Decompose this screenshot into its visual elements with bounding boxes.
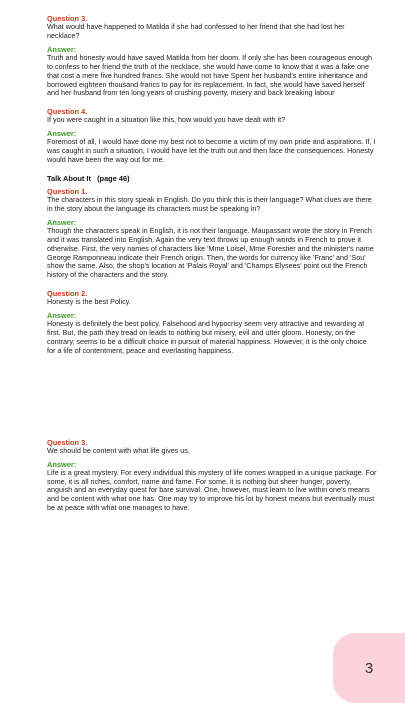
- question-text: If you were caught in a situation like this, how would you have dealt with it?: [47, 115, 286, 125]
- question-label: Question 4.: [47, 107, 88, 117]
- talk-question-block-1: [47, 187, 377, 280]
- question-block-4: [47, 107, 377, 165]
- answer-text: Honesty is definitely the best policy. Falsehood and hypocrisy seem very attractive and rewarding at first. But, the path they tread on leads to nothing but misery, evil and utter gloom. Honesty, on the contrary, seems to be a difficult choice in pursuit of material happiness. However, it is the only choice for a life of contentment, peace and everlasting happiness.: [47, 319, 367, 355]
- answer-label: Answer:: [47, 44, 77, 54]
- page-number-badge: [333, 633, 405, 703]
- question-text: The characters in this story speak in English. Do you think this is their language? What clues are there in the story about the language its characters must be speaking in?: [47, 194, 372, 213]
- answer-text: Foremost of all, I would have done my best not to become a victim of my own pride and aspirations. If, I was caught in such a situation, I would have let the truth out and then face the consequences. Honesty would have been the way out for me.: [47, 137, 376, 165]
- answer-text: Truth and honesty would have saved Matilda from her doom. If only she has been courageous enough to confess to her friend the truth of the necklace, she would have come to know that it was a fake one that cost a mere five hundred francs. She would not have Spent her husband's entire inheritance and borrowed eighteen thousand francs to pay for its replacement. In fact, she would have saved herself and her husband from ten long years of crushing poverty, misery and back breaking labour: [47, 52, 372, 98]
- question-label: Question 1.: [47, 186, 88, 196]
- answer-label: Answer:: [47, 129, 77, 139]
- answer-label: Answer:: [47, 459, 77, 469]
- answer-label: Answer:: [47, 217, 77, 227]
- answer-text: Life is a great mystery. For every individual this mystery of life comes wrapped in a unique package. For some, it is all riches, comfort, name and fame. For some, it is nothing but sheer hunger, poverty, anguish and an everyday quest for bare survival. One, however, must learn to live within one's means and be content with what one has. One may try to improve his lot by honest means but eventually must be at peace with what one manages to have.: [47, 467, 377, 513]
- talk-question-block-3: [47, 438, 377, 513]
- answer-text: Though the characters speak in English, it is not their language. Maupassant wrote the story in French and it was translated into English. Again the very text throws up enough words in French to prove it otherwise. First, the very names of characters like 'Mme Loisel, Mme Forestier and the minister's name George Ramponneau indicate their French origin. Then, the words for currency like 'Franc' and 'Sou' show the same. Also, the shop's location at 'Palais Royal' and 'Champs Elysees' point out the French history of the characters and the story.: [47, 225, 374, 280]
- page-number: 3: [364, 659, 374, 677]
- question-block-3: [47, 14, 377, 98]
- question-text: Honesty is the best Policy.: [47, 297, 131, 307]
- question-label: Question 3.: [47, 437, 88, 447]
- talk-question-block-2: [47, 289, 377, 356]
- question-text: We should be content with what life gives us.: [47, 445, 190, 455]
- answer-label: Answer:: [47, 311, 77, 321]
- question-label: Question 2.: [47, 289, 88, 299]
- question-text: What would have happened to Matilda if she had confessed to her friend that she had lost her necklace?: [47, 22, 345, 40]
- document-page: [47, 14, 377, 513]
- question-label: Question 3.: [47, 14, 88, 23]
- section-title: Talk About It (page 46): [47, 173, 130, 183]
